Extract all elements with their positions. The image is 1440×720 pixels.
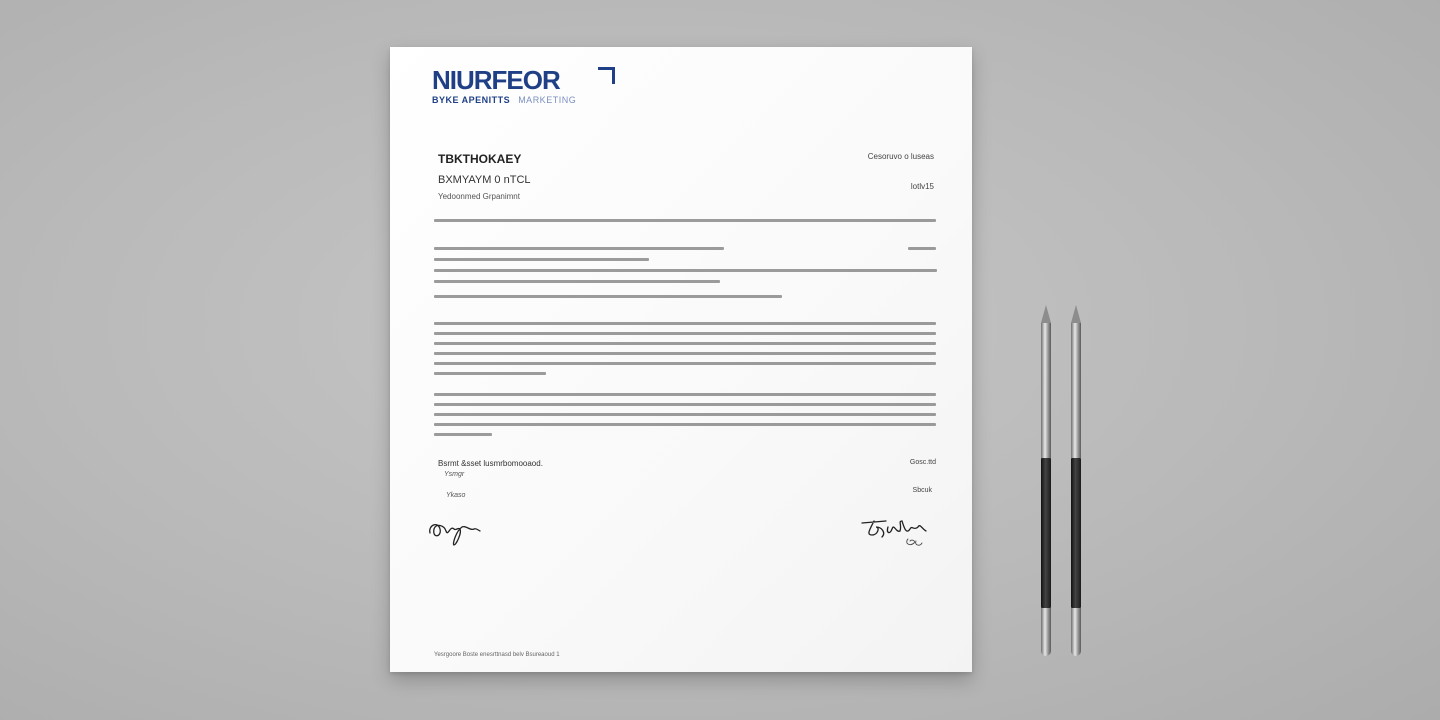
- pen-right: [1071, 305, 1081, 656]
- pen-barrel: [1041, 323, 1051, 458]
- company-name: NIURFEOR: [432, 65, 560, 95]
- text-line: [434, 372, 546, 375]
- pen-left: [1041, 305, 1051, 656]
- text-line: [434, 342, 936, 345]
- closing-line: Bsrmt &sset lusmrbomooaod.: [438, 459, 543, 468]
- footer-text: Yesrgoore Boste enesrttnasd belv Bsureaoud 1: [434, 652, 560, 658]
- text-line: [434, 423, 936, 426]
- text-line: [434, 393, 936, 396]
- letterhead-document: [390, 47, 972, 672]
- text-line: [434, 403, 936, 406]
- closing-right-2: Sbcuk: [912, 487, 932, 494]
- text-line: [434, 413, 936, 416]
- text-line: [434, 433, 492, 436]
- company-logo: [432, 67, 576, 105]
- pen-end: [1071, 608, 1081, 656]
- right-signature: [856, 513, 936, 553]
- text-line: [434, 362, 936, 365]
- closing-line-2: Ysmgr: [444, 471, 465, 478]
- subject-line: [434, 219, 936, 222]
- text-line: [434, 295, 782, 298]
- pen-end: [1041, 608, 1051, 656]
- recipient-address: Yedoonmed Grpanimnt: [438, 192, 520, 201]
- text-line: [434, 269, 937, 272]
- letter-reference: lotlv15: [910, 182, 934, 191]
- text-line: [434, 247, 724, 250]
- recipient-name: TBKTHOKAEY: [438, 152, 522, 166]
- recipient-title: BXMYAYM 0 nTCL: [438, 174, 531, 186]
- text-line: [434, 280, 720, 283]
- text-line: [434, 332, 936, 335]
- pen-grip: [1071, 458, 1081, 608]
- text-line: [434, 322, 936, 325]
- text-line: [908, 247, 936, 250]
- pen-tip-icon: [1041, 305, 1051, 323]
- company-tagline: [432, 95, 576, 105]
- text-line: [434, 352, 936, 355]
- text-line: [434, 258, 649, 261]
- left-signature: [426, 515, 486, 551]
- pen-grip: [1041, 458, 1051, 608]
- closing-right: Gosc.ttd: [909, 459, 936, 466]
- tagline-secondary: MARKETING: [518, 95, 577, 105]
- pen-barrel: [1071, 323, 1081, 458]
- letter-date: Cesoruvo o luseas: [867, 152, 934, 161]
- logo-mark-icon: [598, 67, 615, 84]
- tagline-primary: BYKE APENITTS: [432, 95, 511, 105]
- closing-line-3: Ykaso: [446, 492, 466, 499]
- pen-tip-icon: [1071, 305, 1081, 323]
